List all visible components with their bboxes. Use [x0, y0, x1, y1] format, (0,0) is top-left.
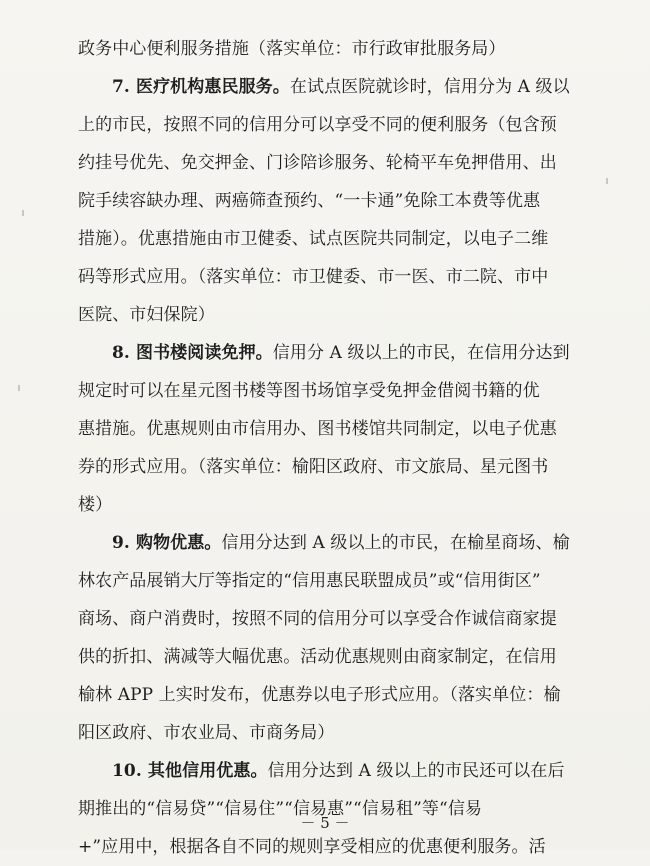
- paragraph-8-first-line: [78, 334, 586, 372]
- scan-speck: [606, 178, 608, 184]
- scan-speck: [22, 210, 24, 216]
- heading-item-10: 10. 其他信用优惠。: [112, 761, 268, 781]
- heading-item-8: 8. 图书楼阅读免押。: [112, 343, 273, 363]
- text-line: 院手续容缺办理、两癌筛查预约、“一卡通”免除工本费等优惠: [78, 191, 541, 211]
- text-line: 林农产品展销大厅等指定的“信用惠民联盟成员”或“信用街区”: [78, 571, 541, 591]
- text-line: 供的折扣、满减等大幅优惠。活动优惠规则由商家制定，在信用: [78, 647, 557, 667]
- paragraph-9-first-line: [78, 524, 586, 562]
- text-line: +”应用中，根据各自不同的规则享受相应的优惠便利服务。活: [78, 837, 546, 857]
- text-span: 在试点医院就诊时，信用分为 A 级以: [289, 77, 570, 97]
- document-body: [78, 30, 586, 866]
- text-line: 期推出的“信易贷”“信易住”“信易惠”“信易租”等“信易: [78, 799, 483, 819]
- text-span: 信用分达到 A 级以上的市民，在榆星商场、榆: [221, 533, 570, 553]
- text-line: 榆林 APP 上实时发布，优惠券以电子形式应用。（落实单位：榆: [78, 685, 561, 705]
- scan-speck: [18, 385, 20, 391]
- text-line: 阳区政府、市农业局、市商务局）: [78, 723, 335, 743]
- text-span: 信用分 A 级以上的市民，在信用分达到: [272, 343, 570, 363]
- text-line: 上的市民，按照不同的信用分可以享受不同的便利服务（包含预: [78, 115, 557, 135]
- text-line: 规定时可以在星元图书楼等图书场馆享受免押金借阅书籍的优: [78, 381, 540, 401]
- paragraph-10-first-line: [78, 752, 586, 790]
- text-line: 措施）。优惠措施由市卫健委、试点医院共同制定，以电子二维: [78, 229, 549, 249]
- text-span: 信用分达到 A 级以上的市民还可以在后: [267, 761, 565, 781]
- text-line: 码等形式应用。（落实单位：市卫健委、市一医、市二院、市中: [78, 267, 549, 287]
- heading-item-7: 7. 医疗机构惠民服务。: [112, 77, 290, 97]
- text-line: 券的形式应用。（落实单位：榆阳区政府、市文旅局、星元图书: [78, 457, 549, 477]
- text-line: 楼）: [78, 495, 113, 515]
- text-line: 医院、市妇保院）: [78, 305, 215, 325]
- page-number: － 5 －: [300, 814, 350, 832]
- text-line: 政务中心便利服务措施（落实单位：市行政审批服务局）: [78, 39, 506, 59]
- heading-item-9: 9. 购物优惠。: [112, 533, 222, 553]
- paragraph-7-first-line: [78, 68, 586, 106]
- text-line: 约挂号优先、免交押金、门诊陪诊服务、轮椅平车免押借用、出: [78, 153, 557, 173]
- text-line: 惠措施。优惠规则由市信用办、图书楼馆共同制定，以电子优惠: [78, 419, 557, 439]
- text-line: 商场、商户消费时，按照不同的信用分可以享受合作诚信商家提: [78, 609, 557, 629]
